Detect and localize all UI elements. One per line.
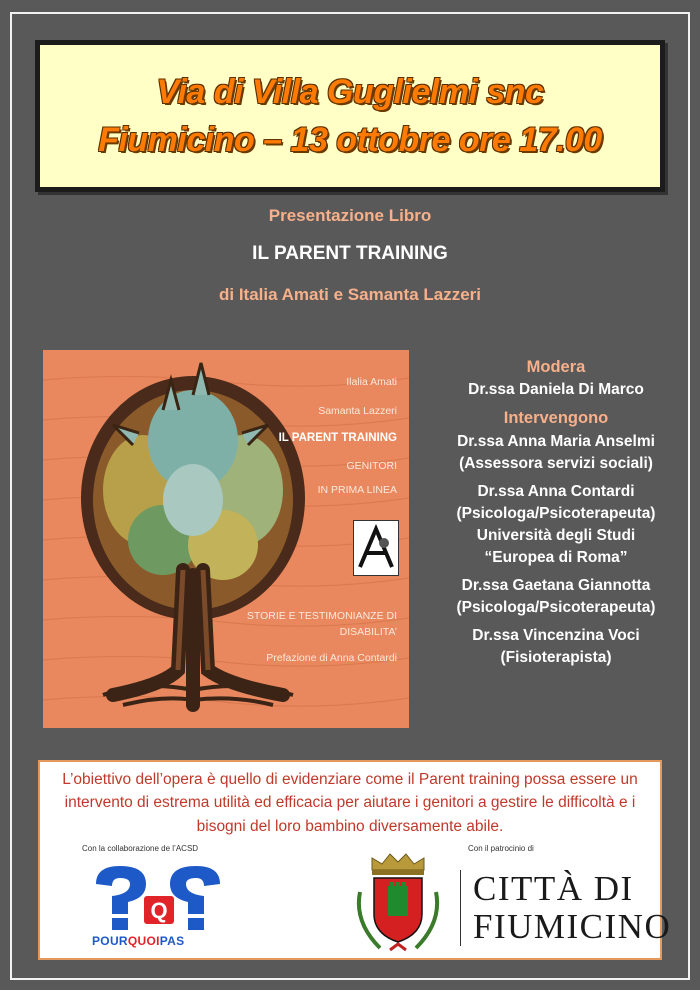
cover-series-2: DISABILITA’ xyxy=(339,626,397,638)
venue-address: Via di Villa Guglielmi snc xyxy=(156,72,544,111)
moderator-label: Modera xyxy=(526,358,586,376)
speaker-affiliation: “Europea di Roma” xyxy=(484,548,628,566)
cover-subtitle-1: GENITORI xyxy=(346,460,397,472)
patronage-caption: Con il patrocinio di xyxy=(468,844,534,853)
city-name xyxy=(460,870,671,946)
speaker-role: (Psicologa/Psicoterapeuta) xyxy=(456,504,656,522)
moderator-name: Dr.ssa Daniela Di Marco xyxy=(468,381,644,399)
cover-series-1: STORIE E TESTIMONIANZE DI xyxy=(246,610,397,622)
speaker-name: Dr.ssa Anna Contardi xyxy=(477,482,635,500)
pqp-word-pour: POUR xyxy=(92,934,128,948)
cover-title: IL PARENT TRAINING xyxy=(278,432,397,444)
pourquoipas-wordmark xyxy=(92,934,184,948)
speaker-name: Dr.ssa Anna Maria Anselmi xyxy=(457,432,655,450)
location-date-banner xyxy=(35,40,665,192)
publisher-logo xyxy=(353,520,399,576)
speaker-entry xyxy=(420,481,692,569)
presentation-label: Presentazione Libro xyxy=(268,206,432,225)
speaker-name: Dr.ssa Vincenzina Voci xyxy=(472,626,640,644)
city-name-line-2: FIUMICINO xyxy=(473,906,672,946)
speaker-role: (Fisioterapista) xyxy=(500,648,612,666)
speakers-panel xyxy=(420,356,692,675)
speaker-name: Dr.ssa Gaetana Giannotta xyxy=(461,576,651,594)
cover-preface: Prefazione di Anna Contardi xyxy=(266,652,397,664)
book-title: IL PARENT TRAINING xyxy=(252,243,448,264)
book-authors: di Italia Amati e Samanta Lazzeri xyxy=(218,285,481,304)
speaker-entry xyxy=(420,575,692,619)
city-name-line-1: CITTÀ DI xyxy=(473,869,634,908)
speaker-affiliation: Università degli Studi xyxy=(476,526,636,544)
svg-text:Q: Q xyxy=(150,898,168,923)
speakers-label: Intervengono xyxy=(503,409,609,428)
cover-author-2: Samanta Lazzeri xyxy=(318,405,397,417)
cover-author-1: Ilalia Amati xyxy=(346,376,397,388)
pqp-word-pas: PAS xyxy=(159,934,185,948)
city-coat-of-arms xyxy=(350,852,446,958)
speaker-entry xyxy=(420,431,692,475)
collaboration-caption: Con la collaborazione de l’ACSD xyxy=(82,844,199,853)
summary-text: L’obiettivo dell’opera è quello di evidenziare come il Parent training possa essere un intervento di estrema utilità ed efficacia per aiutare i genitori a gestire le difficoltà e i bisogni del loro bambino diversamente abile. xyxy=(62,771,638,835)
speaker-entry xyxy=(420,625,692,669)
event-date-time: Fiumicino – 13 ottobre ore 17.00 xyxy=(98,121,602,159)
speaker-role: (Assessora servizi sociali) xyxy=(459,454,653,472)
speaker-role: (Psicologa/Psicoterapeuta) xyxy=(456,598,656,616)
cover-subtitle-2: IN PRIMA LINEA xyxy=(317,484,397,496)
pqp-word-quoi: QUOI xyxy=(127,934,160,948)
